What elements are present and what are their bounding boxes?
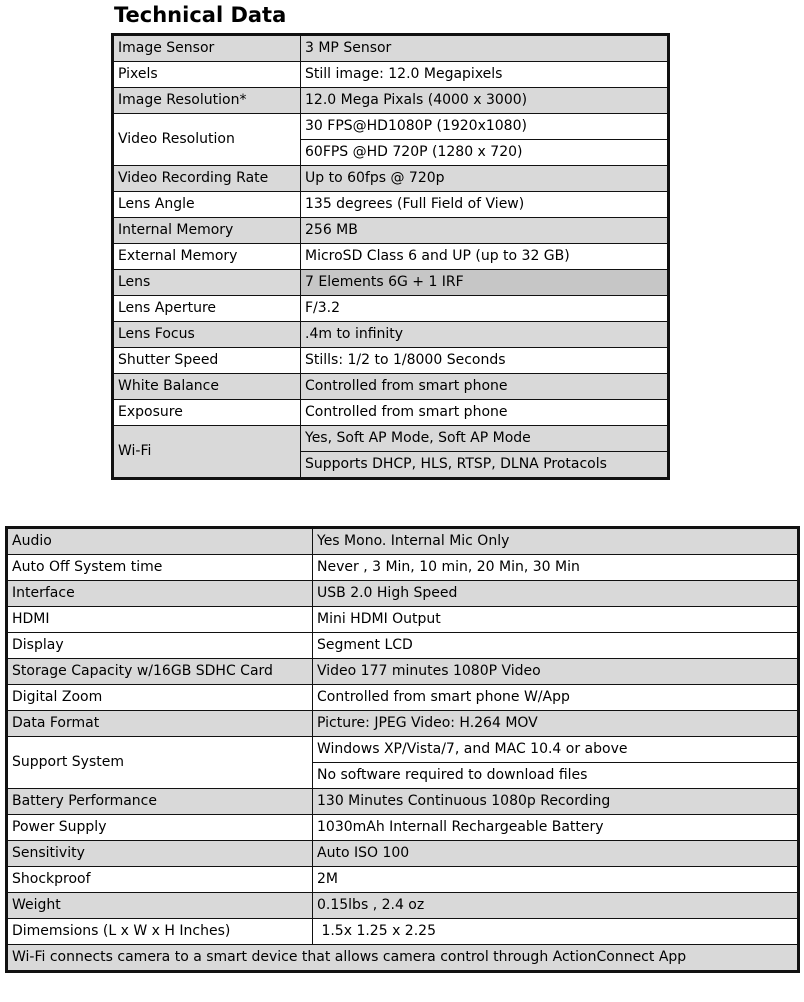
table-row <box>7 945 799 972</box>
spec-value: 7 Elements 6G + 1 IRF <box>301 270 669 296</box>
spec-value: 256 MB <box>301 218 669 244</box>
spec-value: Segment LCD <box>313 633 799 659</box>
spec-label: Support System <box>7 737 313 789</box>
spec-label: Internal Memory <box>113 218 301 244</box>
spec-label: Exposure <box>113 400 301 426</box>
wifi-note: Wi-Fi connects camera to a smart device that allows camera control through ActionConnect App <box>7 945 799 972</box>
spec-label: Shockproof <box>7 867 313 893</box>
table-row <box>113 244 669 270</box>
spec-value: Video 177 minutes 1080P Video <box>313 659 799 685</box>
spec-value: 60FPS @HD 720P (1280 x 720) <box>301 140 669 166</box>
spec-label: Lens Focus <box>113 322 301 348</box>
table-row <box>113 218 669 244</box>
spec-value: Auto ISO 100 <box>313 841 799 867</box>
spec-label: Dimemsions (L x W x H Inches) <box>7 919 313 945</box>
spec-value: 12.0 Mega Pixals (4000 x 3000) <box>301 88 669 114</box>
spec-value: Controlled from smart phone W/App <box>313 685 799 711</box>
spec-label: Wi-Fi <box>113 426 301 479</box>
table-row <box>7 581 799 607</box>
spec-value: 0.15lbs , 2.4 oz <box>313 893 799 919</box>
spec-value: 3 MP Sensor <box>301 35 669 62</box>
table-row <box>7 737 799 763</box>
table-row <box>113 400 669 426</box>
table-row <box>113 426 669 452</box>
spec-value: Yes, Soft AP Mode, Soft AP Mode <box>301 426 669 452</box>
spec-label: Shutter Speed <box>113 348 301 374</box>
spec-label: Battery Performance <box>7 789 313 815</box>
spec-label: Interface <box>7 581 313 607</box>
spec-label: Auto Off System time <box>7 555 313 581</box>
table-row <box>7 815 799 841</box>
table-row <box>7 919 799 945</box>
table-row <box>7 685 799 711</box>
table-row <box>113 62 669 88</box>
table-row <box>113 296 669 322</box>
spec-label: Image Resolution* <box>113 88 301 114</box>
table-row <box>7 789 799 815</box>
table-row <box>7 867 799 893</box>
page-title: Technical Data <box>114 3 287 27</box>
table-row <box>7 633 799 659</box>
spec-value: Up to 60fps @ 720p <box>301 166 669 192</box>
table-row <box>113 374 669 400</box>
spec-label: White Balance <box>113 374 301 400</box>
spec-value: Controlled from smart phone <box>301 400 669 426</box>
spec-label: Audio <box>7 528 313 555</box>
spec-value: Mini HDMI Output <box>313 607 799 633</box>
spec-label: Video Resolution <box>113 114 301 166</box>
table-row <box>113 192 669 218</box>
table-row <box>113 88 669 114</box>
table-row <box>7 528 799 555</box>
spec-value: 135 degrees (Full Field of View) <box>301 192 669 218</box>
spec-label: Sensitivity <box>7 841 313 867</box>
spec-value: 130 Minutes Continuous 1080p Recording <box>313 789 799 815</box>
table-row <box>113 166 669 192</box>
table-row <box>113 114 669 140</box>
spec-value: Stills: 1/2 to 1/8000 Seconds <box>301 348 669 374</box>
spec-label: Display <box>7 633 313 659</box>
table-row <box>7 841 799 867</box>
spec-value: MicroSD Class 6 and UP (up to 32 GB) <box>301 244 669 270</box>
spec-value: Windows XP/Vista/7, and MAC 10.4 or above <box>313 737 799 763</box>
spec-label: Storage Capacity w/16GB SDHC Card <box>7 659 313 685</box>
table-row <box>7 711 799 737</box>
technical-data-table-2 <box>5 526 800 973</box>
spec-label: Lens Aperture <box>113 296 301 322</box>
spec-value: Supports DHCP, HLS, RTSP, DLNA Protacols <box>301 452 669 479</box>
table-row <box>113 35 669 62</box>
spec-label: Data Format <box>7 711 313 737</box>
spec-value: Never , 3 Min, 10 min, 20 Min, 30 Min <box>313 555 799 581</box>
spec-value: Yes Mono. Internal Mic Only <box>313 528 799 555</box>
table-row <box>7 893 799 919</box>
table-row <box>7 607 799 633</box>
table-row <box>7 659 799 685</box>
table-row <box>113 348 669 374</box>
spec-label: Digital Zoom <box>7 685 313 711</box>
spec-label: Video Recording Rate <box>113 166 301 192</box>
spec-value: .4m to infinity <box>301 322 669 348</box>
spec-value: No software required to download files <box>313 763 799 789</box>
table-row <box>113 322 669 348</box>
spec-label: Pixels <box>113 62 301 88</box>
spec-value: Controlled from smart phone <box>301 374 669 400</box>
spec-label: HDMI <box>7 607 313 633</box>
spec-value: USB 2.0 High Speed <box>313 581 799 607</box>
spec-value: Still image: 12.0 Megapixels <box>301 62 669 88</box>
spec-label: External Memory <box>113 244 301 270</box>
spec-value: 2M <box>313 867 799 893</box>
spec-label: Weight <box>7 893 313 919</box>
spec-value: F/3.2 <box>301 296 669 322</box>
spec-value: 1.5x 1.25 x 2.25 <box>313 919 799 945</box>
table-row <box>7 555 799 581</box>
spec-label: Power Supply <box>7 815 313 841</box>
table-row <box>113 270 669 296</box>
spec-value: 30 FPS@HD1080P (1920x1080) <box>301 114 669 140</box>
spec-label: Lens Angle <box>113 192 301 218</box>
spec-value: 1030mAh Internall Rechargeable Battery <box>313 815 799 841</box>
spec-value: Picture: JPEG Video: H.264 MOV <box>313 711 799 737</box>
technical-data-table-1 <box>111 33 670 480</box>
spec-label: Lens <box>113 270 301 296</box>
spec-label: Image Sensor <box>113 35 301 62</box>
